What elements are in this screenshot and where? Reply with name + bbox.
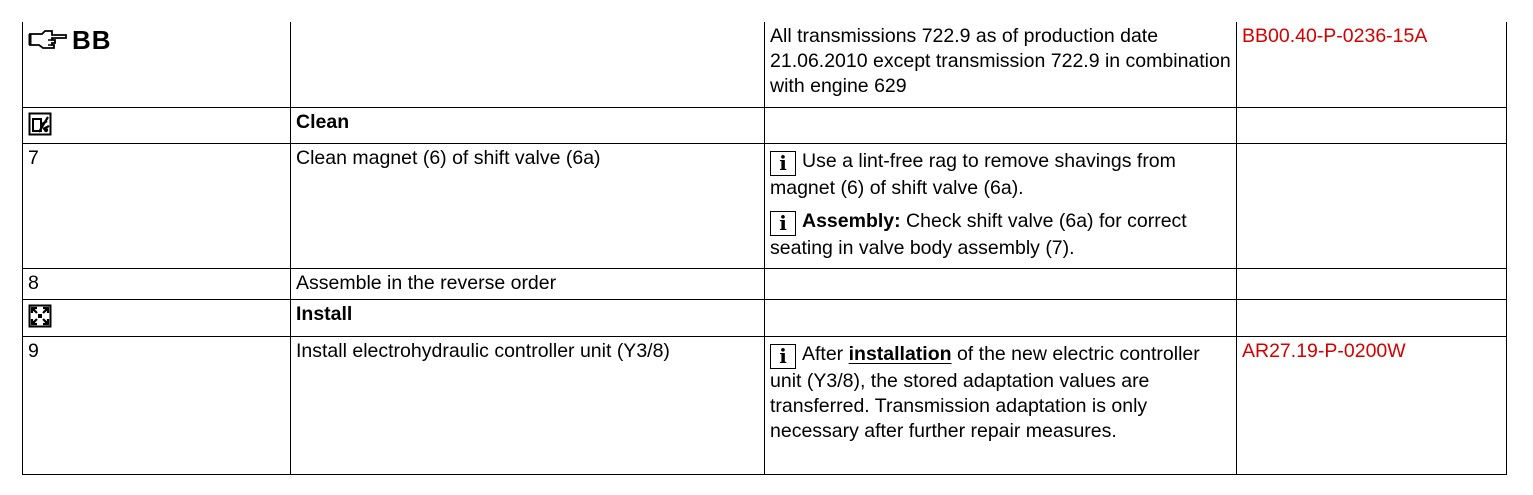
notes-cell: All transmissions 722.9 as of production date 21.06.2010 except transmission 722.9 in combination with engine 629: [765, 22, 1237, 107]
info-icon: i: [770, 211, 796, 236]
step-cell: [23, 299, 291, 336]
hand-pointing-icon: [28, 28, 68, 52]
action-cell: Install: [291, 299, 765, 336]
table-row: [23, 22, 1507, 107]
table-row: [23, 268, 1507, 299]
info-note: [770, 342, 1231, 444]
step-cell: [23, 107, 291, 143]
info-icon: i: [770, 151, 796, 176]
action-cell: Clean: [291, 107, 765, 143]
info-note: [770, 209, 1231, 261]
step-cell: 7: [23, 143, 291, 268]
action-cell: [291, 22, 765, 107]
step-cell: 9: [23, 336, 291, 474]
table-row: [23, 299, 1507, 336]
info-note: [770, 149, 1231, 201]
note-text: Check shift valve (6a) for correct seating in valve body assembly (7).: [770, 209, 1187, 259]
installation-link[interactable]: installation: [848, 342, 952, 365]
info-icon: i: [770, 344, 796, 369]
note-bold-label: Assembly:: [802, 209, 901, 232]
notes-cell: [765, 143, 1237, 268]
reference-cell: [1237, 268, 1507, 299]
notes-cell: [765, 268, 1237, 299]
reference-cell: [1237, 143, 1507, 268]
step-cell: 8: [23, 268, 291, 299]
step-cell: [23, 22, 291, 107]
step-label: BB: [72, 25, 112, 55]
notes-cell: [765, 336, 1237, 474]
table-row: [23, 107, 1507, 143]
clean-icon: [28, 112, 52, 136]
notes-cell: [765, 107, 1237, 143]
note-text: Use a lint-free rag to remove shavings from magnet (6) of shift valve (6a).: [770, 149, 1176, 199]
reference-cell: [1237, 299, 1507, 336]
action-cell: Install electrohydraulic controller unit (Y3/8): [291, 336, 765, 474]
action-cell: Clean magnet (6) of shift valve (6a): [291, 143, 765, 268]
table-row: [23, 336, 1507, 474]
action-cell: Assemble in the reverse order: [291, 268, 765, 299]
reference-cell: [1237, 107, 1507, 143]
reference-link[interactable]: BB00.40-P-0236-15A: [1237, 22, 1507, 107]
table-row: [23, 143, 1507, 268]
reference-link[interactable]: AR27.19-P-0200W: [1237, 336, 1507, 474]
note-text: of the new electric controller unit (Y3/8), the stored adaptation values are transferred. Transmission adaptation is only necessary after further repair measures.: [770, 342, 1200, 442]
notes-cell: [765, 299, 1237, 336]
install-icon: [28, 304, 52, 328]
procedure-table: [22, 22, 1507, 475]
note-prefix: After: [802, 342, 849, 365]
